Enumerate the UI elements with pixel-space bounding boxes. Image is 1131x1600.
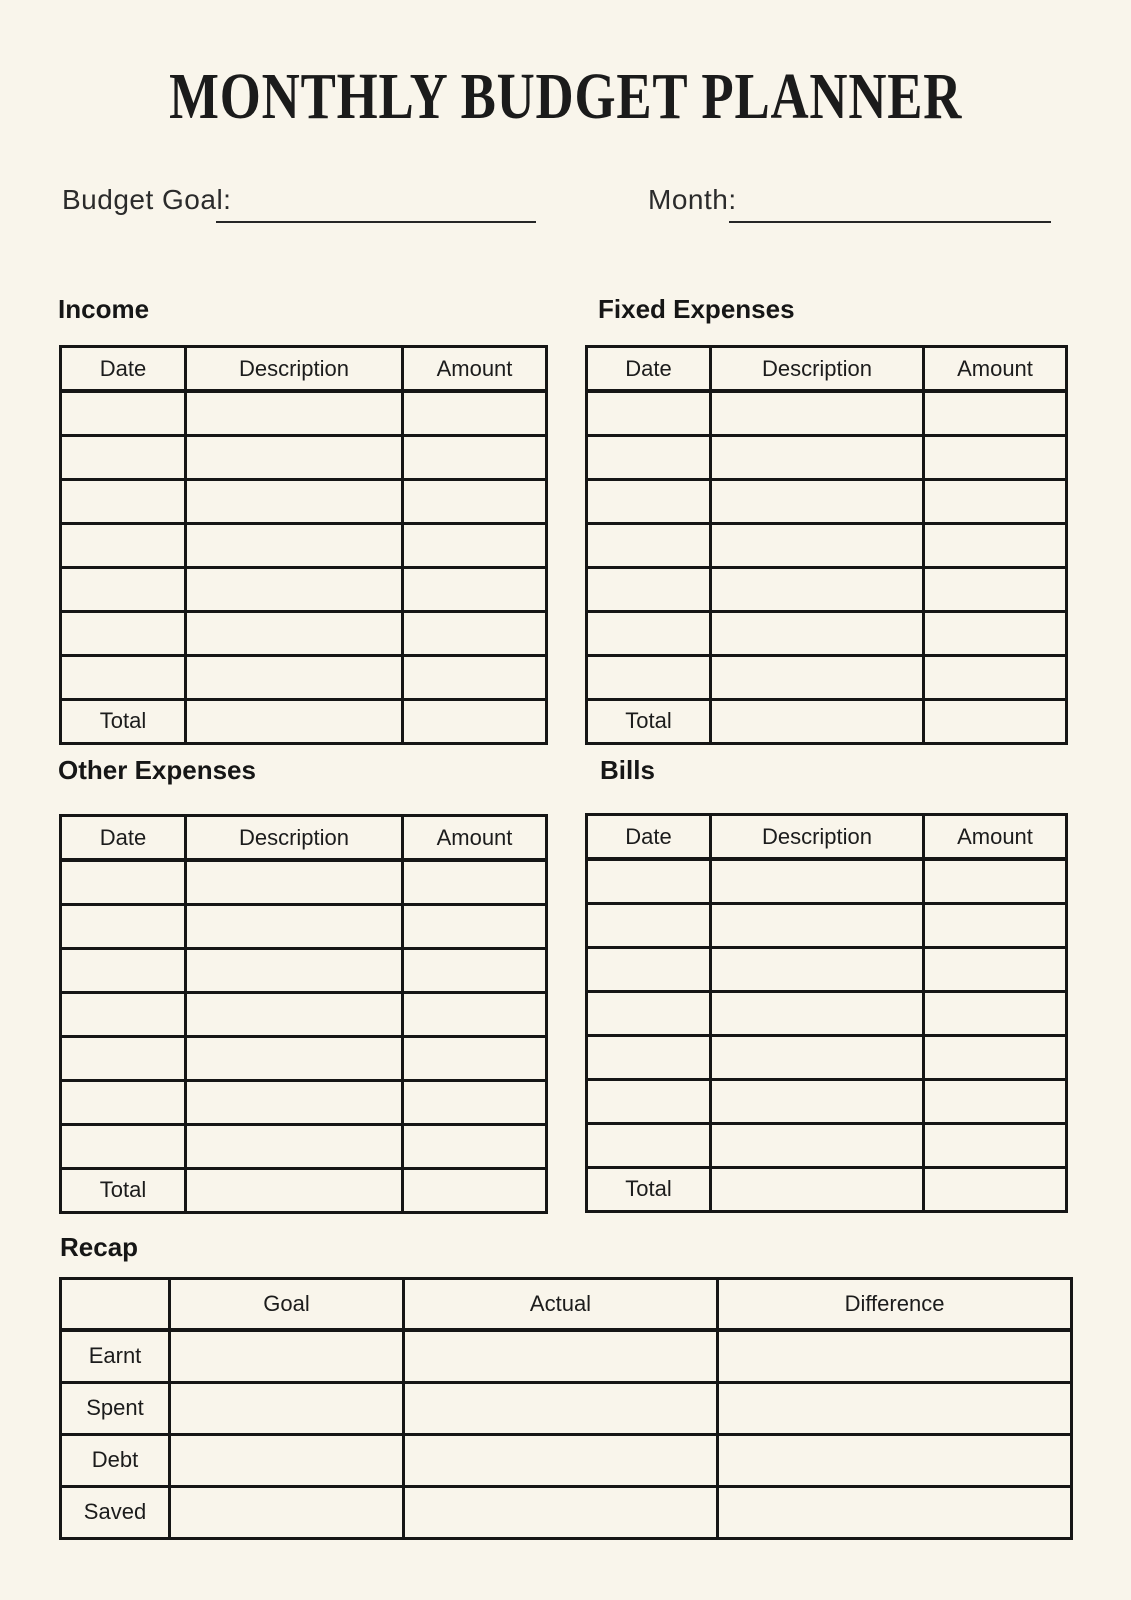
fixed-expenses-header-row bbox=[587, 347, 1067, 392]
empty-cell[interactable] bbox=[61, 523, 186, 567]
empty-cell[interactable] bbox=[587, 859, 711, 903]
empty-cell[interactable] bbox=[61, 1124, 186, 1168]
empty-cell[interactable] bbox=[186, 904, 403, 948]
empty-cell[interactable] bbox=[170, 1382, 404, 1434]
empty-cell[interactable] bbox=[403, 860, 547, 904]
empty-cell[interactable] bbox=[587, 391, 711, 435]
fixed-expenses-heading: Fixed Expenses bbox=[598, 294, 795, 324]
bills-col-description: Description bbox=[711, 815, 924, 860]
empty-cell[interactable] bbox=[61, 611, 186, 655]
table-row bbox=[61, 1080, 547, 1124]
empty-cell[interactable] bbox=[711, 435, 924, 479]
empty-cell[interactable] bbox=[404, 1434, 718, 1486]
fixed-expenses-col-amount: Amount bbox=[924, 347, 1067, 392]
income-table bbox=[59, 345, 548, 745]
empty-cell[interactable] bbox=[61, 655, 186, 699]
recap-row-debt bbox=[61, 1434, 1072, 1486]
other-expenses-total-row bbox=[61, 1168, 547, 1212]
empty-cell[interactable] bbox=[587, 435, 711, 479]
empty-cell[interactable] bbox=[924, 435, 1067, 479]
empty-cell[interactable] bbox=[186, 479, 403, 523]
other-expenses-col-date: Date bbox=[61, 816, 186, 861]
empty-cell[interactable] bbox=[61, 860, 186, 904]
empty-cell[interactable] bbox=[718, 1330, 1072, 1382]
table-row bbox=[587, 859, 1067, 903]
empty-cell[interactable] bbox=[924, 1035, 1067, 1079]
fixed-expenses-total-label: Total bbox=[587, 699, 711, 743]
table-row bbox=[61, 567, 547, 611]
empty-cell[interactable] bbox=[186, 655, 403, 699]
table-row bbox=[61, 992, 547, 1036]
income-col-amount: Amount bbox=[403, 347, 547, 392]
table-row bbox=[61, 1124, 547, 1168]
table-row bbox=[61, 611, 547, 655]
table-row bbox=[61, 655, 547, 699]
empty-cell[interactable] bbox=[711, 567, 924, 611]
recap-heading: Recap bbox=[60, 1232, 139, 1262]
empty-cell[interactable] bbox=[711, 479, 924, 523]
table-row bbox=[587, 611, 1067, 655]
empty-cell[interactable] bbox=[924, 1167, 1067, 1211]
table-row bbox=[61, 1036, 547, 1080]
empty-cell[interactable] bbox=[924, 655, 1067, 699]
empty-cell[interactable] bbox=[587, 655, 711, 699]
empty-cell[interactable] bbox=[403, 479, 547, 523]
empty-cell[interactable] bbox=[403, 655, 547, 699]
empty-cell[interactable] bbox=[61, 479, 186, 523]
table-row bbox=[587, 655, 1067, 699]
empty-cell[interactable] bbox=[711, 859, 924, 903]
empty-cell[interactable] bbox=[711, 655, 924, 699]
empty-cell[interactable] bbox=[924, 699, 1067, 743]
empty-cell[interactable] bbox=[711, 611, 924, 655]
other-expenses-table bbox=[59, 814, 548, 1214]
other-expenses-total-label: Total bbox=[61, 1168, 186, 1212]
empty-cell[interactable] bbox=[186, 860, 403, 904]
empty-cell[interactable] bbox=[186, 948, 403, 992]
empty-cell[interactable] bbox=[587, 903, 711, 947]
other-expenses-col-amount: Amount bbox=[403, 816, 547, 861]
empty-cell[interactable] bbox=[924, 947, 1067, 991]
bills-heading: Bills bbox=[600, 755, 655, 785]
empty-cell[interactable] bbox=[186, 1168, 403, 1212]
recap-row-earnt bbox=[61, 1330, 1072, 1382]
empty-cell[interactable] bbox=[711, 1167, 924, 1211]
empty-cell[interactable] bbox=[403, 699, 547, 743]
table-row bbox=[587, 435, 1067, 479]
bills-table bbox=[585, 813, 1068, 1213]
empty-cell[interactable] bbox=[587, 611, 711, 655]
empty-cell[interactable] bbox=[711, 947, 924, 991]
recap-col-difference: Difference bbox=[718, 1279, 1072, 1331]
bills-col-date: Date bbox=[587, 815, 711, 860]
empty-cell[interactable] bbox=[711, 523, 924, 567]
bills-total-row bbox=[587, 1167, 1067, 1211]
empty-cell[interactable] bbox=[403, 1080, 547, 1124]
empty-cell[interactable] bbox=[924, 479, 1067, 523]
empty-cell[interactable] bbox=[403, 1124, 547, 1168]
empty-cell[interactable] bbox=[924, 391, 1067, 435]
table-row bbox=[587, 947, 1067, 991]
recap-row-spent bbox=[61, 1382, 1072, 1434]
recap-row-label: Spent bbox=[61, 1382, 170, 1434]
other-expenses-heading: Other Expenses bbox=[58, 755, 256, 785]
recap-row-label: Saved bbox=[61, 1486, 170, 1538]
empty-cell[interactable] bbox=[403, 1168, 547, 1212]
empty-cell[interactable] bbox=[186, 523, 403, 567]
recap-corner-cell bbox=[61, 1279, 170, 1331]
empty-cell[interactable] bbox=[403, 523, 547, 567]
empty-cell[interactable] bbox=[404, 1382, 718, 1434]
empty-cell[interactable] bbox=[170, 1486, 404, 1538]
empty-cell[interactable] bbox=[61, 992, 186, 1036]
month-input-line[interactable] bbox=[729, 221, 1051, 223]
table-row bbox=[61, 391, 547, 435]
income-col-date: Date bbox=[61, 347, 186, 392]
table-row bbox=[587, 1123, 1067, 1167]
budget-goal-label: Budget Goal: bbox=[62, 184, 232, 215]
recap-table bbox=[59, 1277, 1073, 1540]
empty-cell[interactable] bbox=[186, 391, 403, 435]
empty-cell[interactable] bbox=[170, 1434, 404, 1486]
empty-cell[interactable] bbox=[61, 948, 186, 992]
empty-cell[interactable] bbox=[924, 523, 1067, 567]
empty-cell[interactable] bbox=[924, 1079, 1067, 1123]
table-row bbox=[587, 991, 1067, 1035]
income-col-description: Description bbox=[186, 347, 403, 392]
empty-cell[interactable] bbox=[718, 1434, 1072, 1486]
month-label: Month: bbox=[648, 184, 737, 215]
empty-cell[interactable] bbox=[711, 1035, 924, 1079]
table-row bbox=[61, 523, 547, 567]
empty-cell[interactable] bbox=[186, 435, 403, 479]
fixed-expenses-col-date: Date bbox=[587, 347, 711, 392]
table-row bbox=[61, 904, 547, 948]
table-row bbox=[587, 567, 1067, 611]
empty-cell[interactable] bbox=[186, 567, 403, 611]
empty-cell[interactable] bbox=[711, 1079, 924, 1123]
empty-cell[interactable] bbox=[587, 991, 711, 1035]
fixed-expenses-table bbox=[585, 345, 1068, 745]
table-row bbox=[61, 860, 547, 904]
empty-cell[interactable] bbox=[587, 1035, 711, 1079]
empty-cell[interactable] bbox=[924, 611, 1067, 655]
empty-cell[interactable] bbox=[403, 1036, 547, 1080]
empty-cell[interactable] bbox=[61, 1036, 186, 1080]
empty-cell[interactable] bbox=[403, 992, 547, 1036]
table-row bbox=[587, 391, 1067, 435]
empty-cell[interactable] bbox=[61, 904, 186, 948]
table-row bbox=[61, 479, 547, 523]
empty-cell[interactable] bbox=[404, 1330, 718, 1382]
empty-cell[interactable] bbox=[186, 1124, 403, 1168]
empty-cell[interactable] bbox=[186, 611, 403, 655]
empty-cell[interactable] bbox=[403, 391, 547, 435]
empty-cell[interactable] bbox=[711, 1123, 924, 1167]
empty-cell[interactable] bbox=[61, 391, 186, 435]
empty-cell[interactable] bbox=[587, 479, 711, 523]
income-total-label: Total bbox=[61, 699, 186, 743]
empty-cell[interactable] bbox=[924, 567, 1067, 611]
recap-row-saved bbox=[61, 1486, 1072, 1538]
empty-cell[interactable] bbox=[587, 1123, 711, 1167]
empty-cell[interactable] bbox=[61, 435, 186, 479]
bills-header-row bbox=[587, 815, 1067, 860]
empty-cell[interactable] bbox=[61, 1080, 186, 1124]
empty-cell[interactable] bbox=[186, 992, 403, 1036]
empty-cell[interactable] bbox=[61, 567, 186, 611]
empty-cell[interactable] bbox=[718, 1486, 1072, 1538]
empty-cell[interactable] bbox=[403, 904, 547, 948]
recap-col-goal: Goal bbox=[170, 1279, 404, 1331]
table-row bbox=[587, 1079, 1067, 1123]
empty-cell[interactable] bbox=[711, 991, 924, 1035]
budget-goal-input-line[interactable] bbox=[216, 221, 536, 223]
income-total-row bbox=[61, 699, 547, 743]
table-row bbox=[587, 1035, 1067, 1079]
empty-cell[interactable] bbox=[403, 611, 547, 655]
empty-cell[interactable] bbox=[924, 1123, 1067, 1167]
other-expenses-header-row bbox=[61, 816, 547, 861]
empty-cell[interactable] bbox=[186, 699, 403, 743]
table-row bbox=[587, 523, 1067, 567]
empty-cell[interactable] bbox=[403, 435, 547, 479]
bills-total-label: Total bbox=[587, 1167, 711, 1211]
empty-cell[interactable] bbox=[170, 1330, 404, 1382]
empty-cell[interactable] bbox=[924, 991, 1067, 1035]
table-row bbox=[587, 903, 1067, 947]
empty-cell[interactable] bbox=[711, 903, 924, 947]
empty-cell[interactable] bbox=[403, 948, 547, 992]
table-row bbox=[587, 479, 1067, 523]
empty-cell[interactable] bbox=[403, 567, 547, 611]
empty-cell[interactable] bbox=[404, 1486, 718, 1538]
table-row bbox=[61, 435, 547, 479]
empty-cell[interactable] bbox=[186, 1080, 403, 1124]
empty-cell[interactable] bbox=[587, 947, 711, 991]
empty-cell[interactable] bbox=[587, 1079, 711, 1123]
income-heading: Income bbox=[58, 294, 150, 324]
empty-cell[interactable] bbox=[924, 859, 1067, 903]
recap-header-row bbox=[61, 1279, 1072, 1331]
empty-cell[interactable] bbox=[587, 523, 711, 567]
empty-cell[interactable] bbox=[718, 1382, 1072, 1434]
empty-cell[interactable] bbox=[186, 1036, 403, 1080]
other-expenses-col-description: Description bbox=[186, 816, 403, 861]
empty-cell[interactable] bbox=[924, 903, 1067, 947]
empty-cell[interactable] bbox=[711, 391, 924, 435]
page-title-wrap bbox=[0, 60, 1131, 133]
empty-cell[interactable] bbox=[711, 699, 924, 743]
recap-row-label: Debt bbox=[61, 1434, 170, 1486]
fixed-expenses-col-description: Description bbox=[711, 347, 924, 392]
empty-cell[interactable] bbox=[587, 567, 711, 611]
income-header-row bbox=[61, 347, 547, 392]
fixed-expenses-total-row bbox=[587, 699, 1067, 743]
recap-col-actual: Actual bbox=[404, 1279, 718, 1331]
recap-row-label: Earnt bbox=[61, 1330, 170, 1382]
bills-col-amount: Amount bbox=[924, 815, 1067, 860]
table-row bbox=[61, 948, 547, 992]
page-title: MONTHLY BUDGET PLANNER bbox=[168, 60, 963, 133]
